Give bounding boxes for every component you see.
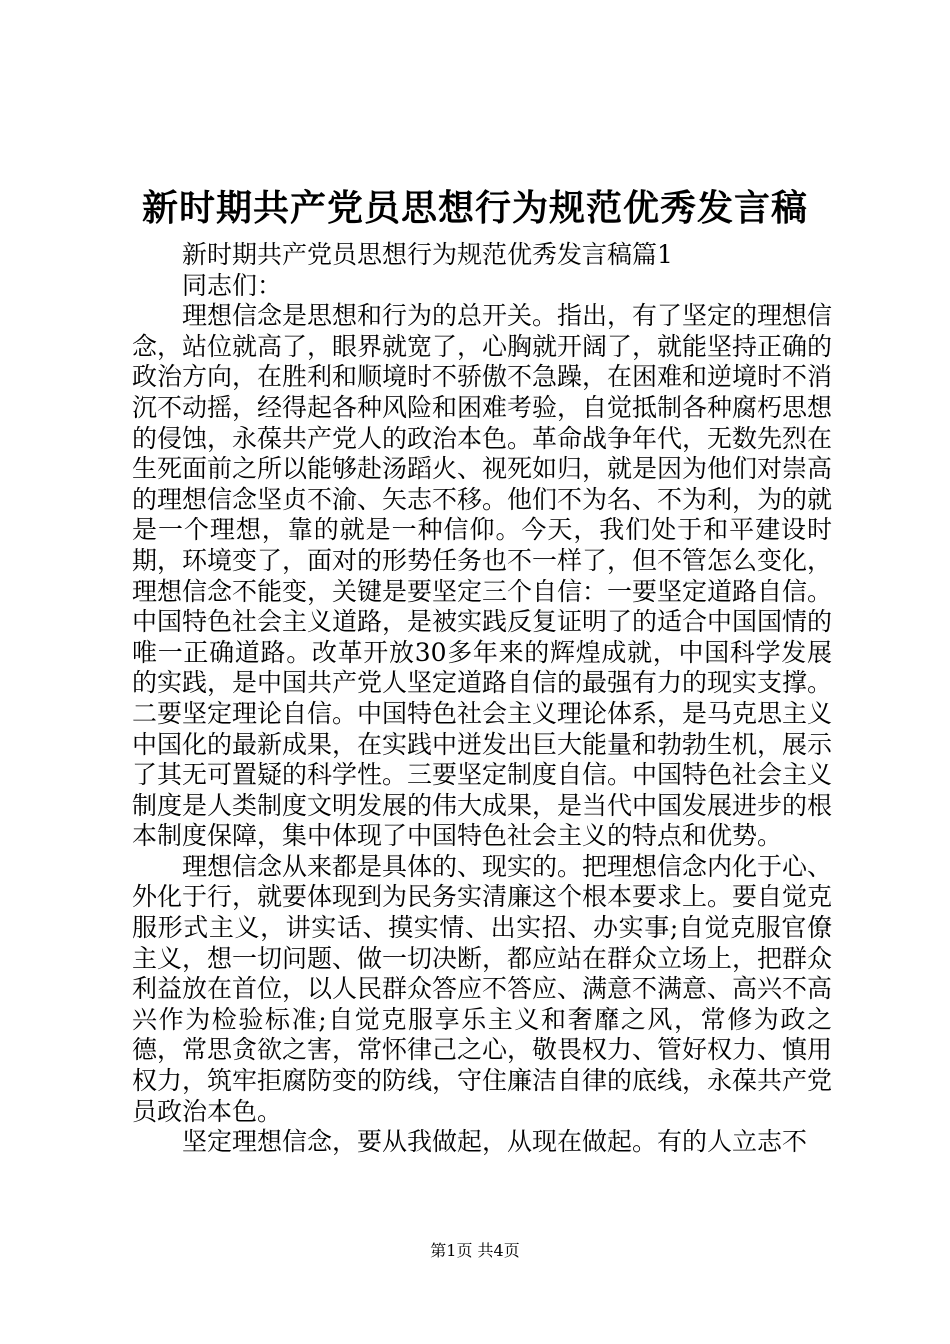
greeting: 同志们： (182, 270, 283, 300)
document-body (132, 240, 832, 1158)
page-footer: 第1页 共4页 (430, 1241, 520, 1260)
paragraph-2: 理想信念从来都是具体的、现实的。把理想信念内化于心、外化于行，就要体现到为民务实清廉这个根本要求上。要自觉克服形式主义，讲实话、摸实情、出实招、办实事;自觉克服官僚主义，想一切问题、做一切决断，都应站在群众立场上，把群众利益放在首位，以人民群众答应不答应、满意不满意、高兴不高兴作为检验标准;自觉克服享乐主义和奢靡之风，常修为政之德，常思贪欲之害，常怀律己之心，敬畏权力、管好权力、慎用权力，筑牢拒腐防变的防线，守住廉洁自律的底线，永葆共产党员政治本色。 (132, 851, 833, 1126)
document-subtitle: 新时期共产党员思想行为规范优秀发言稿篇1 (182, 240, 673, 269)
paragraph-1: 理想信念是思想和行为的总开关。指出，有了坚定的理想信念，站位就高了，眼界就宽了，心胸就开阔了，就能坚持正确的政治方向，在胜利和顺境时不骄傲不急躁，在困难和逆境时不消沉不动摇，经得起各种风险和困难考验，自觉抵制各种腐朽思想的侵蚀，永葆共产党人的政治本色。革命战争年代，无数先烈在生死面前之所以能够赴汤蹈火、视死如归，就是因为他们对崇高的理想信念坚贞不渝、矢志不移。他们不为名、不为利，为的就是一个理想，靠的就是一种信仰。今天，我们处于和平建设时期，环境变了，面对的形势任务也不一样了，但不管怎么变化，理想信念不能变，关键是要坚定三个自信：一要坚定道路自信。中国特色社会主义道路，是被实践反复证明了的适合中国国情的唯一正确道路。改革开放30多年来的辉煌成就，中国科学发展的实践，是中国共产党人坚定道路自信的最强有力的现实支撑。二要坚定理论自信。中国特色社会主义理论体系，是马克思主义中国化的最新成果，在实践中迸发出巨大能量和勃勃生机，展示了其无可置疑的科学性。三要坚定制度自信。中国特色社会主义制度是人类制度文明发展的伟大成果，是当代中国发展进步的根本制度保障，集中体现了中国特色社会主义的特点和优势。 (132, 301, 833, 851)
document-title: 新时期共产党员思想行为规范优秀发言稿 (141, 187, 808, 229)
paragraph-3: 坚定理想信念，要从我做起，从现在做起。有的人立志不 (182, 1127, 808, 1157)
